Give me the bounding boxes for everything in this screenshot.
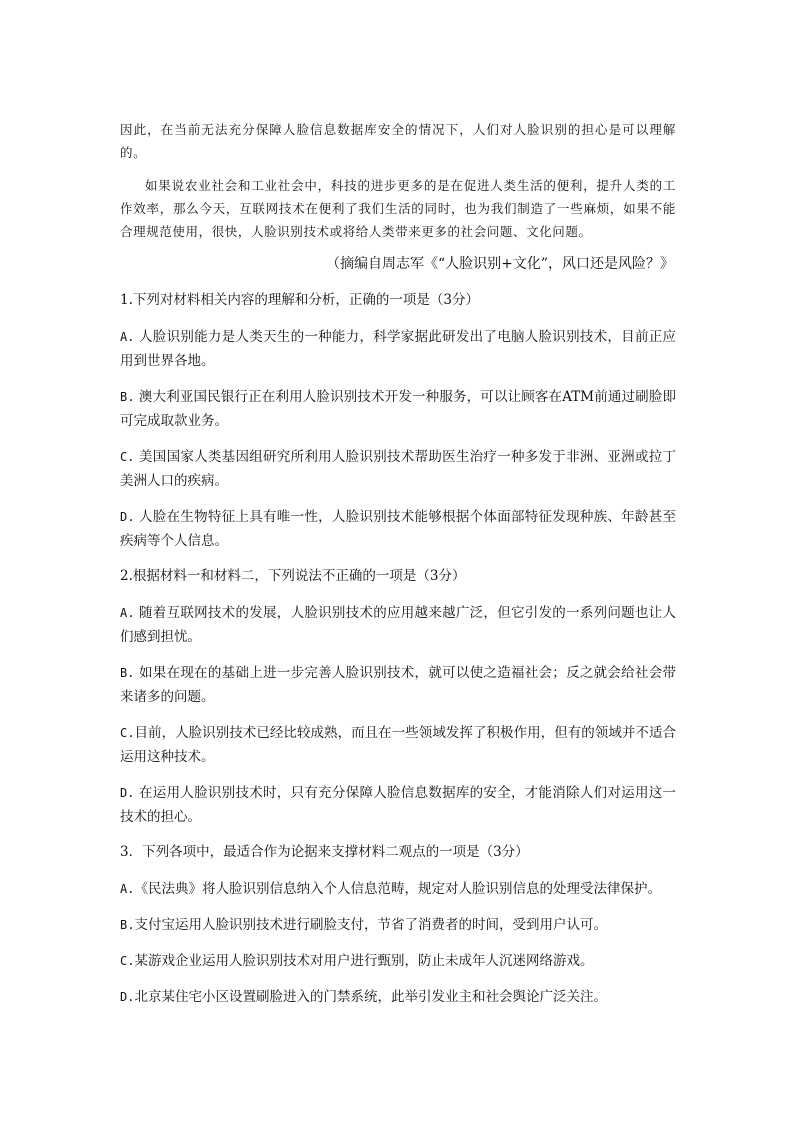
option-text: 美国国家人类基因组研究所利用人脸识别技术帮助医生治疗一种多发于非洲、亚洲或拉丁美洲人口的疾病。 [120,449,677,489]
option-text: 人脸在生物特征上具有唯一性，人脸识别技术能够根据个体面部特征发现种族、年龄甚至疾病等个人信息。 [120,509,677,549]
option-label: D. [120,510,135,524]
question-3-stem: 3．下列各项中，最适合作为论据来支撑材料二观点的一项是（3分） [120,844,529,860]
question-2-stem: 2.根据材料一和材料二，下列说法不正确的一项是（3分） [120,568,466,584]
option-text: 目前，人脸识别技术已经比较成熟，而且在一些领域发挥了积极作用，但有的领域并不适合运用这种技术。 [120,725,676,765]
option-label: A. [120,882,135,896]
option-label: B. [120,918,135,932]
option-label: C. [120,954,135,968]
question-2-option-b [120,661,676,709]
passage-paragraph-2: 如果说农业社会和工业社会中，科技的进步更多的是在促进人类生活的便利，提升人类的工作效率，那么今天，互联网技术在便利了我们生活的同时，也为我们制造了一些麻烦，如果不能合理规范使用，很快，人脸识别技术或将给人类带来更多的社会问题、文化问题。 [120,178,676,239]
option-label: D. [120,786,135,800]
question-2-option-c [120,721,676,769]
question-2-option-d [120,781,676,829]
option-text: 人脸识别能力是人类天生的一种能力，科学家据此研发出了电脑人脸识别技术，目前正应用到世界各地。 [120,329,677,369]
option-text: 某游戏企业运用人脸识别技术对用户进行甄别，防止未成年人沉迷网络游戏。 [134,953,594,969]
question-3-option-a [120,877,676,901]
passage-paragraph-1: 因此，在当前无法充分保障人脸信息数据库安全的情况下，人们对人脸识别的担心是可以理解的。 [120,122,676,160]
option-text: 在运用人脸识别技术时，只有充分保障人脸信息数据库的安全，才能消除人们对运用这一技术的担心。 [120,785,677,825]
option-text: 随着互联网技术的发展，人脸识别技术的应用越来越广泛，但它引发的一系列问题也让人们感到担忧。 [120,605,677,645]
question-1-option-d [120,505,676,553]
question-3-option-b [120,913,676,937]
option-label: C. [120,450,135,464]
question-1-option-a [120,325,676,373]
question-2-option-a [120,601,676,649]
option-text: 北京某住宅小区设置刷脸进入的门禁系统，此举引发业主和社会舆论广泛关注。 [134,989,607,1005]
option-label: A. [120,330,135,344]
option-text: 《民法典》将人脸识别信息纳入个人信息范畴，规定对人脸识别信息的处理受法律保护。 [134,881,661,897]
source-citation: （摘编自周志军《“人脸识别+文化”，风口还是风险？》 [325,256,674,272]
option-text: 支付宝运用人脸识别技术进行刷脸支付，节省了消费者的时间，受到用户认可。 [134,917,607,933]
option-text: 如果在现在的基础上进一步完善人脸识别技术，就可以使之造福社会；反之就会给社会带来诸多的问题。 [120,665,677,705]
page-content [120,118,676,1021]
question-1-option-c [120,445,676,493]
question-3-option-d [120,985,676,1009]
option-label: B. [120,390,135,404]
question-3-option-c [120,949,676,973]
option-label: B. [120,666,135,680]
option-label: D. [120,990,135,1004]
option-label: C. [120,726,135,740]
question-1-option-b [120,385,676,433]
option-label: A. [120,606,135,620]
option-text: 澳大利亚国民银行正在利用人脸识别技术开发一种服务，可以让顾客在ATM前通过刷脸即可完成取款业务。 [120,389,676,429]
question-1-stem: 1.下列对材料相关内容的理解和分析，正确的一项是（3分） [120,292,479,308]
